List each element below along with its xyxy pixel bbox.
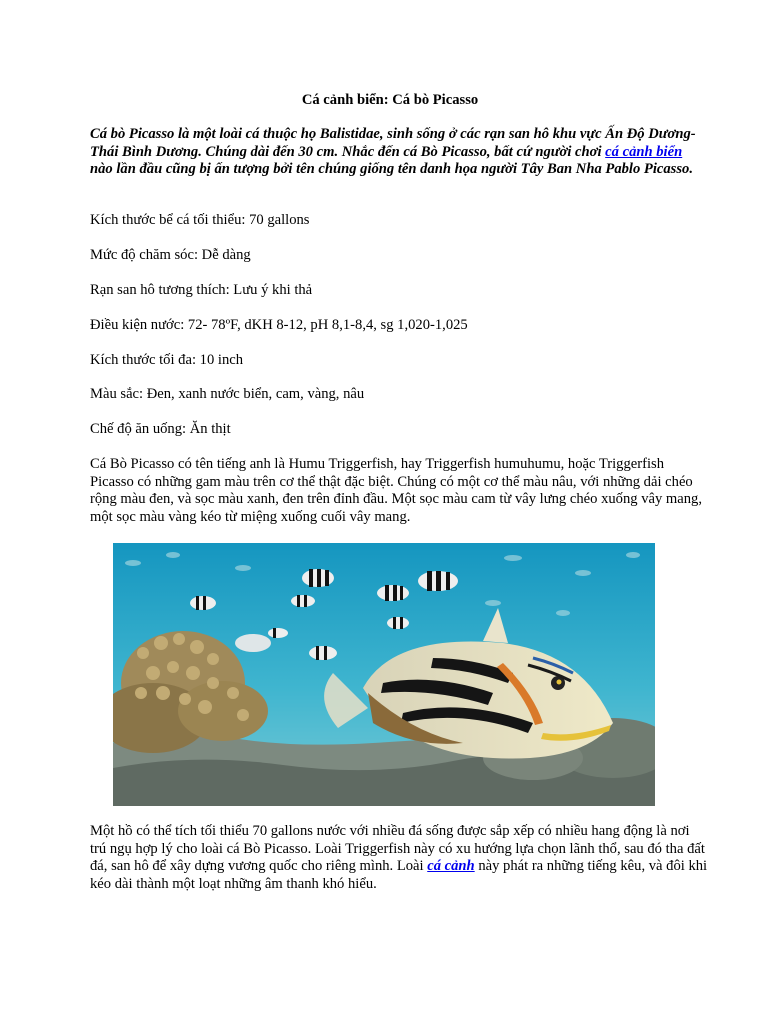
spec-colors: Màu sắc: Đen, xanh nước biển, cam, vàng, nâu: [90, 386, 365, 402]
spec-diet: Chế độ ăn uống: Ăn thịt: [90, 421, 231, 437]
spec-tank-size: Kích thước bể cá tối thiểu: 70 gallons: [90, 212, 310, 228]
spec-care-level: Mức độ chăm sóc: Dễ dàng: [90, 247, 251, 263]
page-title: Cá cảnh biển: Cá bò Picasso: [301, 92, 479, 108]
marine-fish-link[interactable]: cá cảnh biển: [605, 143, 683, 160]
tank-text-end: này phát ra những tiếng kêu, và đôi khi kéo dài thành một loạt những âm thanh khó hiểu.: [90, 858, 708, 892]
picasso-triggerfish-photo: [113, 543, 655, 806]
intro-text-end: nào lần đầu cũng bị ấn tượng bởi tên chúng giống tên danh họa người Tây Ban Nha Pablo Picasso.: [90, 161, 693, 178]
spec-reef-compatible: Rạn san hô tương thích: Lưu ý khi thả: [90, 282, 313, 298]
ornamental-fish-link[interactable]: cá cảnh: [427, 858, 475, 875]
tank-paragraph: [90, 823, 708, 893]
description-paragraph: Cá Bò Picasso có tên tiếng anh là Humu Triggerfish, hay Triggerfish humuhumu, hoặc Triggerfish Picasso có những gam màu trên cơ thể thật đặc biệt. Chúng có một cơ thể màu nâu, với những dải chéo rộng màu đen, và sọc màu xanh, đen trên đỉnh đầu. Một sọc màu cam từ vây lưng chéo xuống vây mang, một sọc màu vàng kéo từ miệng xuống cuối vây mang.: [90, 456, 702, 525]
spec-max-size: Kích thước tối đa: 10 inch: [90, 352, 244, 368]
intro-paragraph: [90, 126, 708, 179]
intro-text-start: Cá bò Picasso là một loài cá thuộc họ Balistidae, sinh sống ở các rạn san hô khu vực Ấn Độ Dương-Thái Bình Dương. Chúng dài đến 30 cm. Nhắc đến cá Bò Picasso, bất cứ người chơi: [90, 126, 696, 160]
tank-text-start: Một hồ có thể tích tối thiểu 70 gallons nước với nhiều đá sống được sắp xếp có nhiều hang động là nơi trú ngụ hợp lý cho loài cá Bò Picasso. Loài Triggerfish này có xu hướng lựa chọn lãnh thổ, sau đó tha đất đá, san hô để xây dựng vương quốc cho riêng mình. Loài: [90, 823, 705, 875]
spec-water-conditions: Điều kiện nước: 72- 78ºF, dKH 8-12, pH 8,1-8,4, sg 1,020-1,025: [90, 317, 468, 333]
